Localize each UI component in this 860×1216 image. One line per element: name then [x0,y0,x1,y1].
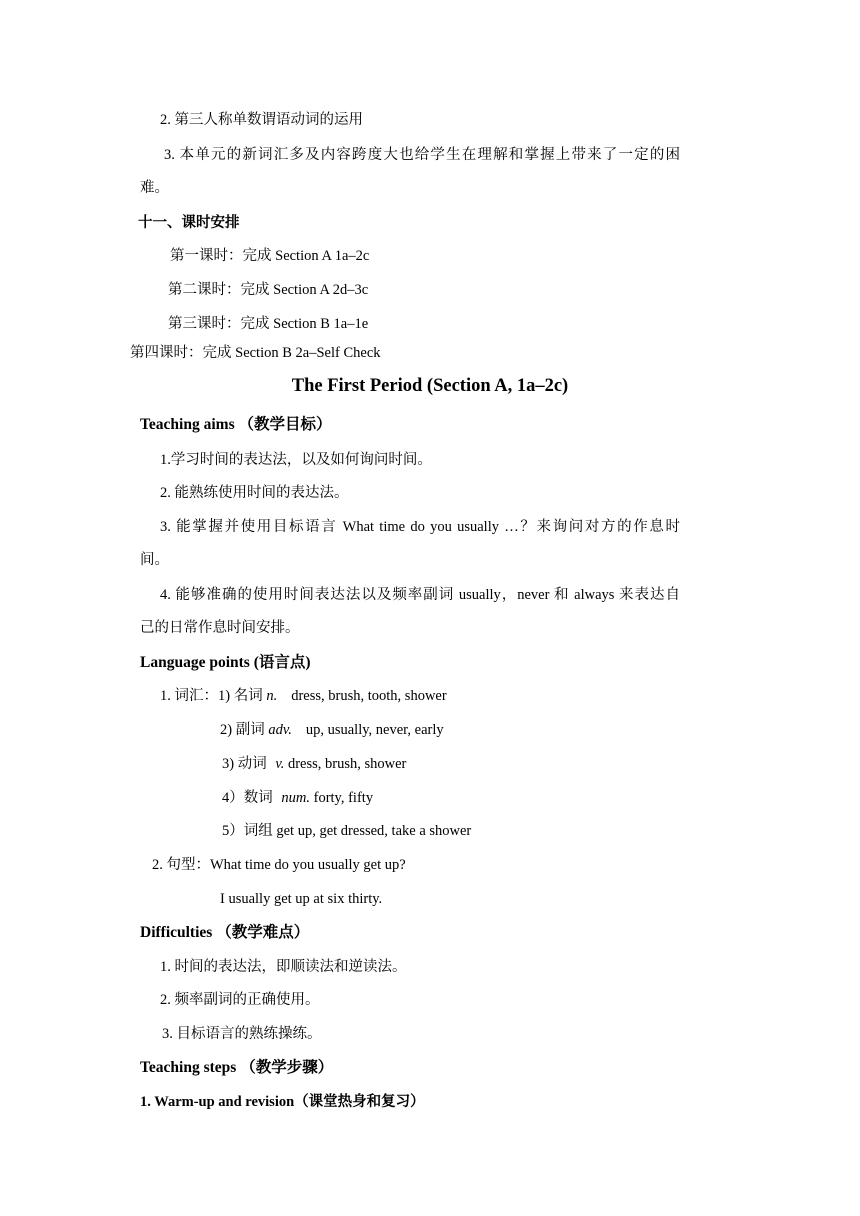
teaching-step-1: 1. Warm-up and revision（课堂热身和复习） [140,1094,425,1110]
teaching-aim-4-line2: 己的日常作息时间安排。 [140,620,300,636]
vocab-verb-lead: 3) 动词 [222,756,271,772]
difficulty-item-3-line2: 难。 [140,180,169,196]
vocab-numerals [222,788,373,808]
teaching-aim-2: 2. 能熟练使用时间的表达法。 [160,485,349,501]
teaching-steps-heading: Teaching steps （教学步骤） [140,1059,334,1076]
vocab-num-abbr: num. [281,790,310,806]
schedule-lesson-1: 第一课时：完成 Section A 1a–2c [170,248,370,264]
vocab-num-words: forty, fifty [313,790,374,806]
teaching-aim-1: 1.学习时间的表达法，以及如何询问时间。 [160,452,432,468]
difficulty-item-2: 2. 第三人称单数谓语动词的运用 [160,112,363,128]
teaching-aim-3-line2: 间。 [140,552,169,568]
vocab-nouns-lead: 1. 词汇：1) 名词 [160,688,267,704]
difficulty-3: 3. 目标语言的熟练操练。 [162,1026,322,1042]
difficulties-heading: Difficulties （教学难点） [140,924,310,941]
sentence-pattern-answer: I usually get up at six thirty. [220,891,383,907]
vocab-phrases: 5）词组 get up, get dressed, take a shower [222,823,472,839]
language-points-heading: Language points (语言点) [140,654,311,671]
vocab-verbs [222,754,406,774]
period-title: The First Period (Section A, 1a–2c) [291,376,569,396]
sentence-pattern-question: 2. 句型：What time do you usually get up? [152,857,406,873]
teaching-aim-4-line1: 4. 能够准确的使用时间表达法以及频率副词 usually，never 和 always 来表达自 [160,587,680,603]
schedule-heading: 十一、课时安排 [138,215,240,231]
vocab-nouns [160,686,447,706]
difficulty-1: 1. 时间的表达法，即顺读法和逆读法。 [160,959,407,975]
vocab-num-lead: 4）数词 [222,790,277,806]
vocab-adv-words: up, usually, never, early [305,722,444,738]
schedule-lesson-3: 第三课时：完成 Section B 1a–1e [168,316,369,332]
schedule-lesson-2: 第二课时：完成 Section A 2d–3c [168,282,369,298]
schedule-lesson-4: 第四课时：完成 Section B 2a–Self Check [130,345,381,361]
vocab-nouns-abbr: n. [266,688,278,704]
vocab-adverbs [220,720,444,740]
vocab-verb-abbr: v. [275,756,285,772]
vocab-nouns-words: dress, brush, tooth, shower [291,688,447,704]
difficulty-2: 2. 频率副词的正确使用。 [160,992,320,1008]
teaching-aim-3-line1: 3. 能掌握并使用目标语言 What time do you usually …？来询问对方的作息时 [160,519,680,535]
vocab-adv-lead: 2) 副词 [220,722,269,738]
teaching-aims-heading: Teaching aims （教学目标） [140,416,332,433]
vocab-adv-abbr: adv. [268,722,292,738]
vocab-verb-words: dress, brush, shower [287,756,407,772]
difficulty-item-3-line1: 3. 本单元的新词汇多及内容跨度大也给学生在理解和掌握上带来了一定的困 [164,147,680,163]
